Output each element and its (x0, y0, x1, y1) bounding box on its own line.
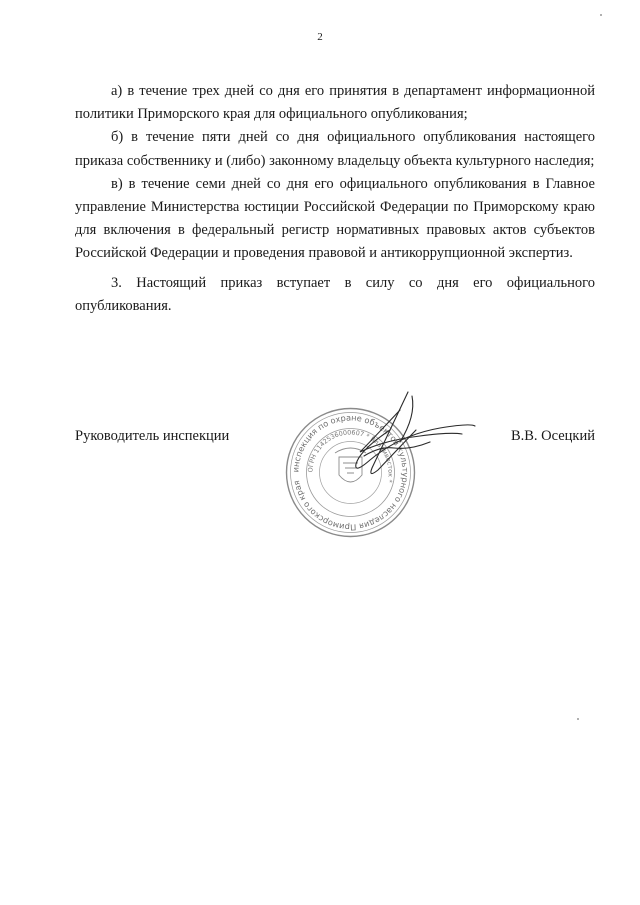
seal-inner-text: ОГРН 1142536000607 * Владивосток * (306, 428, 395, 484)
paragraph-b: б) в течение пяти дней со дня официального опубликования настоящего приказа собственнику и (либо) законному владельцу объекта культурного наследия; (75, 129, 595, 169)
signer-title: Руководитель инспекции (75, 428, 230, 444)
paragraph-c: в) в течение семи дней со дня его официального опубликования в Главное управление Министерства юстиции Российской Федерации по Приморскому краю для включения в федеральный регистр нормативных правовых актов субъектов Российской Федерации и проведения правовой и антикоррупционной экспертиз. (75, 175, 595, 262)
scan-speck (600, 14, 602, 16)
paragraph-a: а) в течение трех дней со дня его принятия в департамент информационной политики Приморского края для официального опубликования; (75, 83, 595, 123)
scan-speck (577, 718, 579, 720)
page-number: 2 (317, 31, 323, 43)
seal-outer-text: инспекция по охране объектов культурного наследия Приморского края (290, 412, 411, 533)
document-body (75, 80, 595, 318)
handwritten-signature (330, 390, 480, 490)
paragraph-item-3: 3. Настоящий приказ вступает в силу со дня его официального опубликования. (75, 274, 595, 314)
signer-name: В.В. Осецкий (510, 428, 595, 444)
